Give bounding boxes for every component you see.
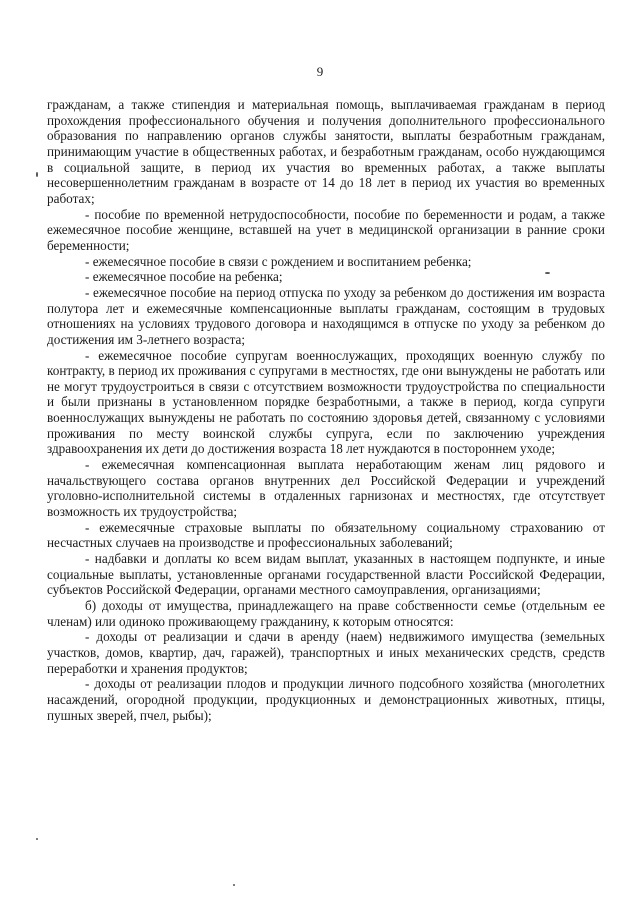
paragraph-7: - ежемесячная компенсационная выплата неработающим женам лиц рядового и начальствующего состава органов внутренних дел Российской Федерации и учреждений уголовно-исполнительной системы в отдаленных гарнизонах и местностях, где отсутствует возможность их трудоустройства;: [47, 457, 605, 520]
document-body: [47, 97, 605, 723]
scan-speck: [545, 272, 550, 274]
page-number: 9: [316, 64, 324, 79]
paragraph-1: гражданам, а также стипендия и материальная помощь, выплачиваемая гражданам в период прохождения профессионального обучения и получения дополнительного профессионального образования по направлению органов службы занятости, выплаты безработным гражданам, принимающим участие в общественных работах, и безработным гражданам, особо нуждающимся в социальной защите, в период их участия во временных работах, а также выплаты несовершеннолетним гражданам в возрасте от 14 до 18 лет в период их участия во временных работах;: [47, 97, 605, 206]
paragraph-2: - пособие по временной нетрудоспособности, пособие по беременности и родам, а также ежемесячное пособие женщине, вставшей на учет в медицинской организации в ранние сроки беременности;: [47, 206, 605, 253]
paragraph-9: - надбавки и доплаты ко всем видам выплат, указанных в настоящем подпункте, и иные социальные выплаты, установленные органами государственной власти Российской Федерации, субъектов Российской Федерации, органами местного самоуправления, организациями;: [47, 551, 605, 598]
paragraph-6: - ежемесячное пособие супругам военнослужащих, проходящих военную службу по контракту, в период их проживания с супругами в местностях, где они вынуждены не работать или не могут трудоустроиться в связи с отсутствием возможности трудоустройства по специальности и были признаны в установленном порядке безработными, а также в период, когда супруги военнослужащих вынуждены не работать по состоянию здоровья детей, связанному с условиями проживания по месту воинской службы супруга, если по заключению учреждения здравоохранения их дети до достижения возраста 18 лет нуждаются в постороннем уходе;: [47, 347, 605, 457]
paragraph-3: - ежемесячное пособие в связи с рождением и воспитанием ребенка;: [85, 253, 472, 269]
scan-speck: [36, 172, 38, 177]
paragraph-4: - ежемесячное пособие на ребенка;: [85, 269, 283, 285]
paragraph-8: - ежемесячные страховые выплаты по обязательному социальному страхованию от несчастных случаев на производстве и профессиональных заболеваний;: [47, 519, 605, 551]
paragraph-11: - доходы от реализации и сдачи в аренду (наем) недвижимого имущества (земельных участков, домов, квартир, дач, гаражей), транспортных и иных механических средств, средств переработки и хранения продуктов;: [47, 629, 605, 676]
paragraph-10: б) доходы от имущества, принадлежащего на праве собственности семье (отдельным ее членам) или одиноко проживающему гражданину, к которым относятся:: [47, 598, 605, 629]
scan-speck: [36, 838, 38, 840]
paragraph-5: - ежемесячное пособие на период отпуска по уходу за ребенком до достижения им возраста полутора лет и ежемесячные компенсационные выплаты гражданам, состоящим в трудовых отношениях на условиях трудового договора и находящимся в отпуске по уходу за ребенком до достижения им 3-летнего возраста;: [47, 284, 605, 347]
scan-speck: [233, 884, 235, 886]
paragraph-12: - доходы от реализации плодов и продукции личного подсобного хозяйства (многолетних насаждений, огородной продукции, продукционных и демонстрационных животных, птицы, пушных зверей, пчел, рыбы);: [47, 676, 605, 723]
